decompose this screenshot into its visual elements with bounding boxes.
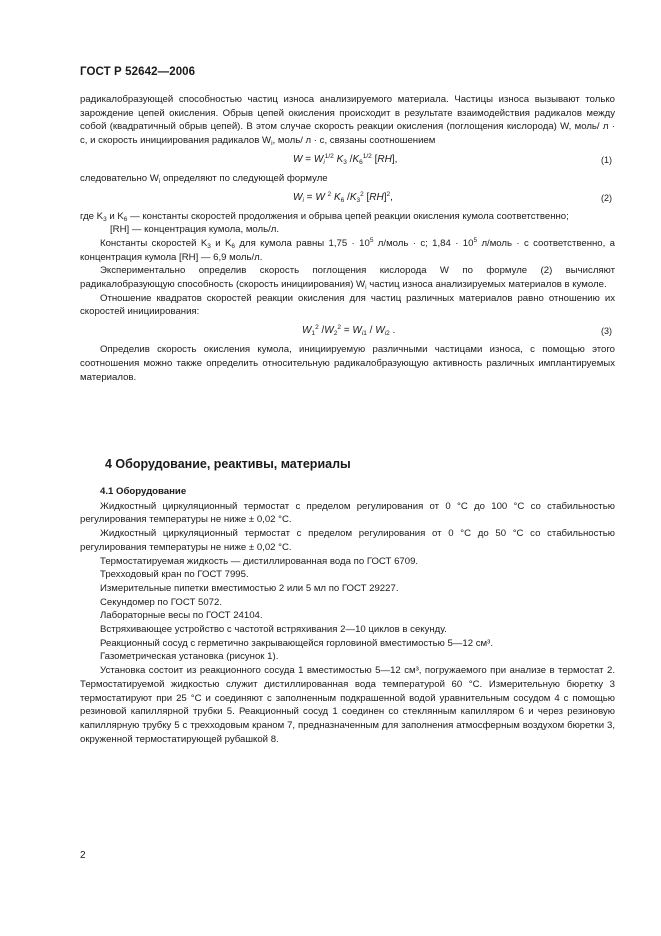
- paragraph: Экспериментально определив скорость поглощения кислорода W по формуле (2) вычисляют радикалобразующую способность (скорость инициирования) $W_i$ частиц износа анализируемых материалов в кумоле.: [80, 265, 615, 292]
- list-item: Секундомер по ГОСТ 5072.: [100, 596, 222, 608]
- document-body: [80, 93, 615, 384]
- equation-number: (1): [601, 154, 612, 165]
- equation-number: (2): [601, 192, 612, 203]
- document-header: ГОСТ Р 52642—2006: [80, 66, 196, 78]
- paragraph: радикалобразующей способностью частиц износа анализируемого материала. Частицы износа вызывают только зарождение цепей окисления. Обрыв цепей окисления происходит в результате взаимодействия радикалов между собой (квадратичный обрыв цепей). В этом случае скорость реакции окисления (поглощения кислорода) W, моль/ л · с, и скорость инициирования радикалов $W_i$, моль/ л · с, связаны соотношением: [80, 94, 615, 148]
- subsection-heading: 4.1 Оборудование: [100, 486, 187, 497]
- paragraph: Установка состоит из реакционного сосуда 1 вместимостью 5—12 см³, погружаемого при анализе в термостат 2. Термостатируемой жидкостью служит дистиллированная вода температурой 60 °С. Измерительную бюретку 3 термостатируют при 25 °С и соединяют с заполненным подкрашенной водой уравнительным сосудом 4 с помощью резиновой капиллярной трубки 5. Реакционный сосуд 1 соединен со стеклянным капилляром 6 и через резиновую капиллярную трубку 5 с трехходовым краном 7, предназначенным для заполнения атмосферным воздухом бюретки 3, окруженной термостатирующей рубашкой 8.: [80, 665, 615, 745]
- list-item: Жидкостный циркуляционный термостат с пределом регулирования от 0 °С до 100 °С со стабильностью регулирования температуры не ниже ± 0,02 °С.: [80, 500, 615, 526]
- list-item: Реакционный сосуд с герметично закрывающейся горловиной вместимостью 5—12 см³.: [100, 637, 493, 649]
- equation-3: $W_1^2$ $/W_2^2 = W_{i1} / W_{i2}$ . (3): [302, 324, 612, 338]
- paragraph: Определив скорость окисления кумола, инициируемую различными частицами износа, с помощью этого соотношения можно также определить относительную радикалобразующую активность различных имплантируемых материалов.: [80, 344, 615, 383]
- paragraph: следовательно $W_i$ определяют по следующей формуле: [80, 172, 328, 185]
- list-item: Термостатируемая жидкость — дистиллированная вода по ГОСТ 6709.: [100, 555, 419, 567]
- definition: [RH] — концентрация кумола, моль/л.: [110, 224, 280, 236]
- equation-2: $W_i = W$ $^2$ $K_6$ $/K_3^2$ [RH]$^2$, (2): [293, 190, 612, 204]
- list-item: Лабораторные весы по ГОСТ 24104.: [100, 610, 263, 622]
- list-item: Трехходовый кран по ГОСТ 7995.: [100, 569, 249, 581]
- page-number: 2: [80, 850, 86, 861]
- list-item: Встряхивающее устройство с частотой встряхивания 2—10 циклов в секунду.: [100, 624, 447, 636]
- document-body-section: [80, 485, 615, 746]
- definition: где $K_3$ и $K_6$ — константы скоростей продолжения и обрыва цепей реакции окисления кумола соответственно;: [80, 210, 569, 223]
- paragraph: Отношение квадратов скоростей реакции окисления для частиц различных материалов равно отношению их скоростей инициирования:: [80, 292, 615, 318]
- paragraph: Константы скоростей $K_3$ и $K_6$ для кумола равны $1,75 \cdot 10^5$ л/моль · с; $1,84 \cdot 10^5$ л/моль · с соответственно, а концентрация кумола [RH] — 6,9 моль/л.: [80, 236, 616, 263]
- list-item: Измерительные пипетки вместимостью 2 или 5 мл по ГОСТ 29227.: [100, 582, 399, 594]
- section-heading: 4 Оборудование, реактивы, материалы: [105, 457, 351, 471]
- list-item: Жидкостный циркуляционный термостат с пределом регулирования от 0 °С до 50 °С со стабильностью регулирования температуры не ниже ± 0,02 °С.: [80, 528, 615, 553]
- equation-number: (3): [601, 326, 612, 337]
- equation-1: $W = W_i^{1/2}$ $K_3$ $/K_6^{1/2}$ [RH], (1): [293, 152, 612, 166]
- list-item: Газометрическая установка (рисунок 1).: [100, 651, 279, 663]
